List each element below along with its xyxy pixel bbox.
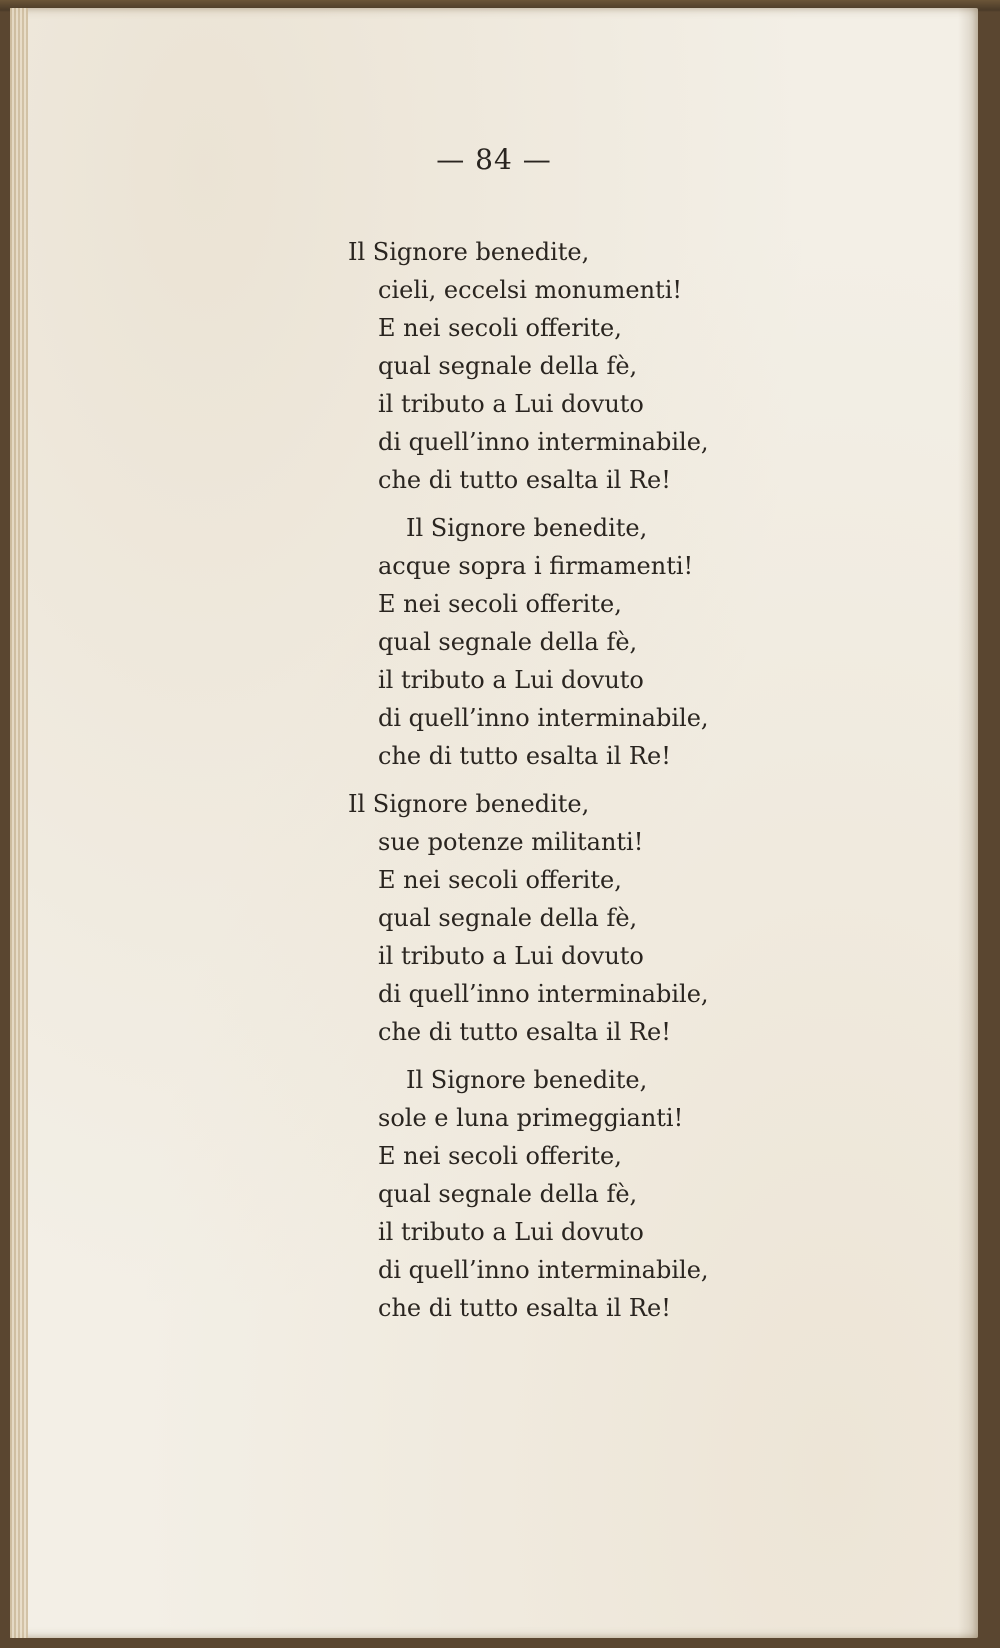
poem-line: sole e luna primeggianti! xyxy=(378,1104,684,1132)
poem-line: Il Signore benedite, xyxy=(406,514,648,542)
poem-line: cieli, eccelsi monumenti! xyxy=(378,276,683,304)
poem-line: acque sopra i firmamenti! xyxy=(378,552,694,580)
poem-line: di quell’inno interminabile, xyxy=(378,1256,709,1284)
poem-line: il tributo a Lui dovuto xyxy=(378,942,644,970)
poem-line: che di tutto esalta il Re! xyxy=(378,742,671,770)
page-edge-shadow xyxy=(958,8,978,1638)
poem-line: qual segnale della fè, xyxy=(378,628,638,656)
stanza xyxy=(348,1061,788,1327)
poem-line: Il Signore benedite, xyxy=(406,1066,648,1094)
page-sheet xyxy=(10,8,978,1638)
poem-line: sue potenze militanti! xyxy=(378,828,644,856)
poem-line: che di tutto esalta il Re! xyxy=(378,466,671,494)
poem-line: il tributo a Lui dovuto xyxy=(378,1218,644,1246)
poem-line: che di tutto esalta il Re! xyxy=(378,1294,671,1322)
stanza xyxy=(348,509,788,775)
poem-line: E nei secoli offerite, xyxy=(378,590,622,618)
binding-gutter xyxy=(10,8,28,1638)
poem-line: E nei secoli offerite, xyxy=(378,1142,622,1170)
stanza xyxy=(348,785,788,1051)
poem-line: di quell’inno interminabile, xyxy=(378,428,709,456)
poem-line: Il Signore benedite, xyxy=(348,238,590,266)
poem-line: di quell’inno interminabile, xyxy=(378,980,709,1008)
poem-line: qual segnale della fè, xyxy=(378,1180,638,1208)
stanza xyxy=(348,233,788,499)
poem-line: E nei secoli offerite, xyxy=(378,866,622,894)
poem-line: qual segnale della fè, xyxy=(378,352,638,380)
poem-line: il tributo a Lui dovuto xyxy=(378,390,644,418)
poem-text xyxy=(348,233,788,1337)
poem-line: il tributo a Lui dovuto xyxy=(378,666,644,694)
poem-line: E nei secoli offerite, xyxy=(378,314,622,342)
poem-line: qual segnale della fè, xyxy=(378,904,638,932)
page-number: — 84 — xyxy=(436,143,552,176)
poem-line: di quell’inno interminabile, xyxy=(378,704,709,732)
poem-line: che di tutto esalta il Re! xyxy=(378,1018,671,1046)
poem-line: Il Signore benedite, xyxy=(348,790,590,818)
